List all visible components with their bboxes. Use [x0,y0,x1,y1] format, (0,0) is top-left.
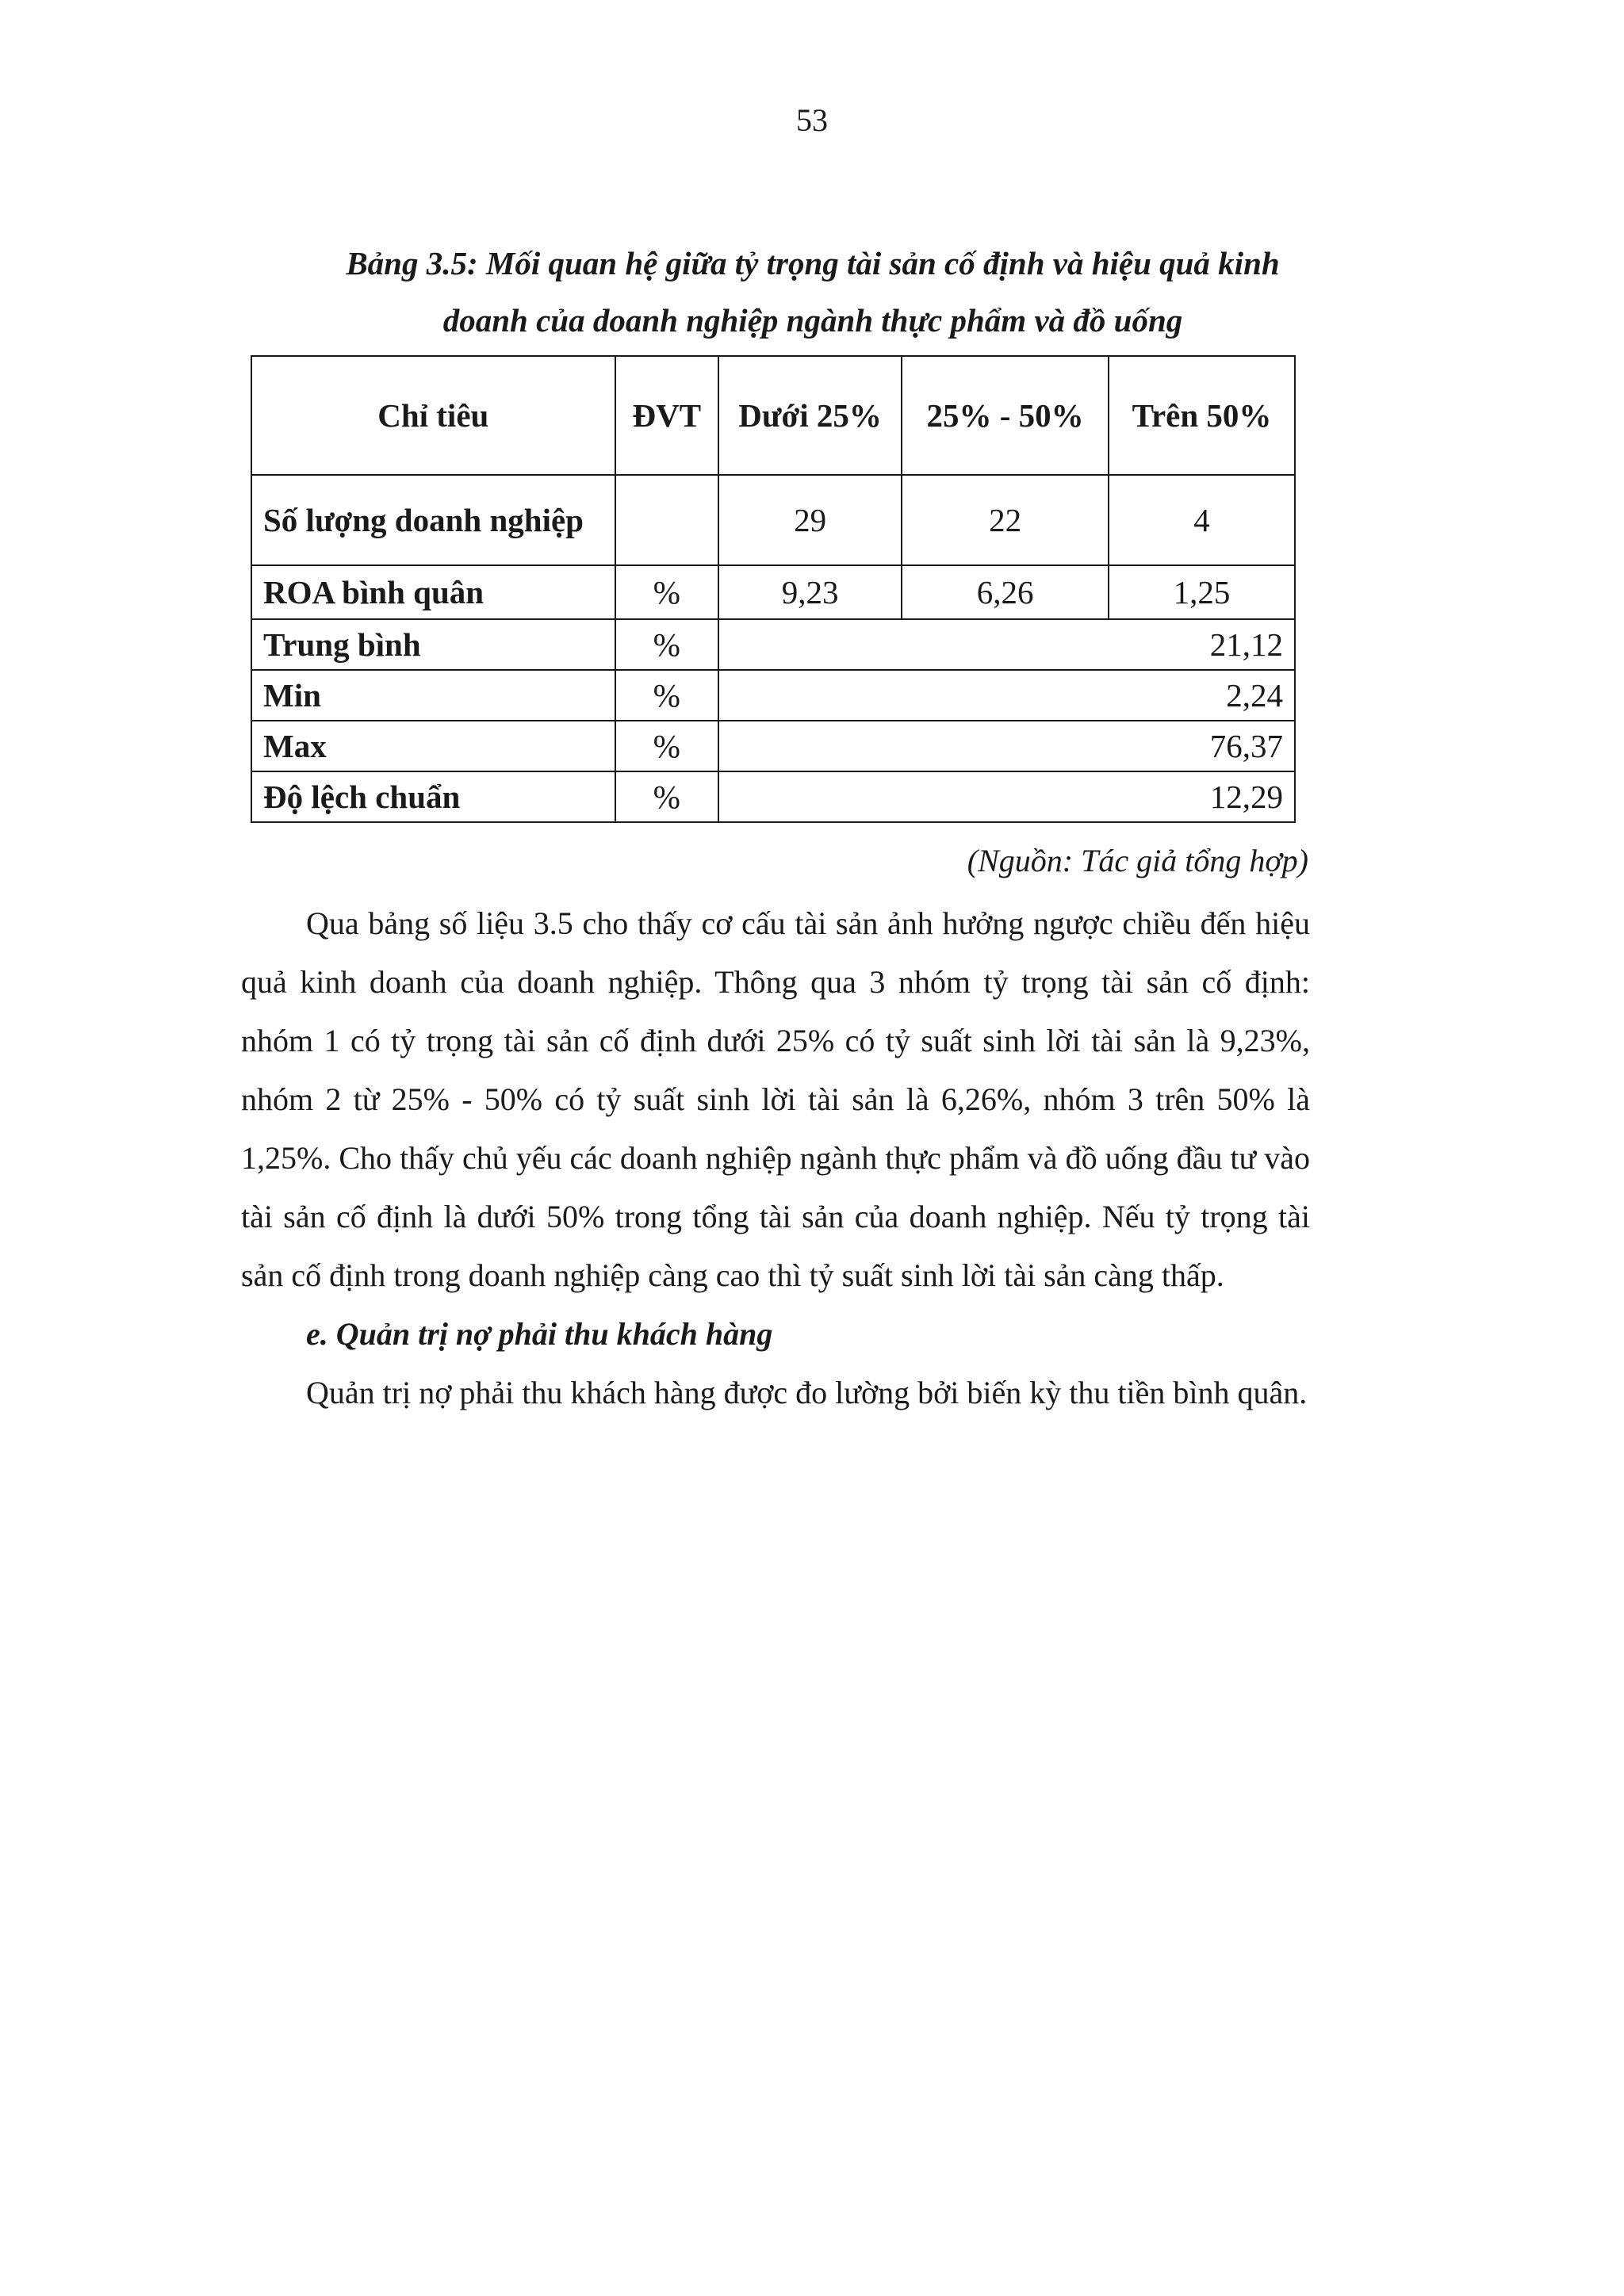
row-label: Min [251,670,615,721]
row-label: Số lượng doanh nghiệp [251,475,615,565]
source-note: (Nguồn: Tác giả tổng hợp) [967,843,1308,878]
table-row [251,721,1295,771]
header-cell: Trên 50% [1109,356,1295,475]
merged-value-cell: 21,12 [718,619,1295,670]
unit-cell: % [615,771,718,822]
row-label: Max [251,721,615,771]
unit-cell: % [615,565,718,619]
value-cell: 6,26 [902,565,1109,619]
row-label: Độ lệch chuẩn [251,771,615,822]
merged-value-cell: 12,29 [718,771,1295,822]
section-heading: e. Quản trị nợ phải thu khách hàng [306,1316,773,1352]
body-text [241,894,1310,1422]
table-caption-line-2: doanh của doanh nghiệp ngành thực phẩm và đồ uống [442,302,1183,339]
table-header-row [251,356,1295,475]
header-cell: Chỉ tiêu [251,356,615,475]
merged-value-cell: 2,24 [718,670,1295,721]
header-cell: 25% - 50% [902,356,1109,475]
value-cell: 9,23 [718,565,902,619]
table-row [251,619,1295,670]
unit-cell: % [615,670,718,721]
value-cell: 29 [718,475,902,565]
value-cell: 4 [1109,475,1295,565]
header-cell: Dưới 25% [718,356,902,475]
data-table [251,355,1296,823]
table-caption [238,235,1388,349]
header-cell: ĐVT [615,356,718,475]
row-label: Trung bình [251,619,615,670]
paragraph: Quản trị nợ phải thu khách hàng được đo lường bởi biến kỳ thu tiền bình quân. [306,1375,1308,1410]
table-row [251,771,1295,822]
unit-cell [615,475,718,565]
table-row [251,670,1295,721]
value-cell: 1,25 [1109,565,1295,619]
unit-cell: % [615,721,718,771]
unit-cell: % [615,619,718,670]
table-row [251,475,1295,565]
merged-value-cell: 76,37 [718,721,1295,771]
row-label: ROA bình quân [251,565,615,619]
page-number: 53 [796,102,828,138]
paragraph: Qua bảng số liệu 3.5 cho thấy cơ cấu tài sản ảnh hưởng ngược chiều đến hiệu quả kinh doanh của doanh nghiệp. Thông qua 3 nhóm tỷ trọng tài sản cố định: nhóm 1 có tỷ trọng tài sản cố định dưới 25% có tỷ suất sinh lời tài sản là 9,23%, nhóm 2 từ 25% - 50% có tỷ suất sinh lời tài sản là 6,26%, nhóm 3 trên 50% là 1,25%. Cho thấy chủ yếu các doanh nghiệp ngành thực phẩm và đồ uống đầu tư vào tài sản cố định là dưới 50% trong tổng tài sản của doanh nghiệp. Nếu tỷ trọng tài sản cố định trong doanh nghiệp càng cao thì tỷ suất sinh lời tài sản càng thấp. [241,905,1310,1293]
table-caption-line-1: Bảng 3.5: Mối quan hệ giữa tỷ trọng tài sản cố định và hiệu quả kinh [346,245,1280,281]
value-cell: 22 [902,475,1109,565]
table-row [251,565,1295,619]
